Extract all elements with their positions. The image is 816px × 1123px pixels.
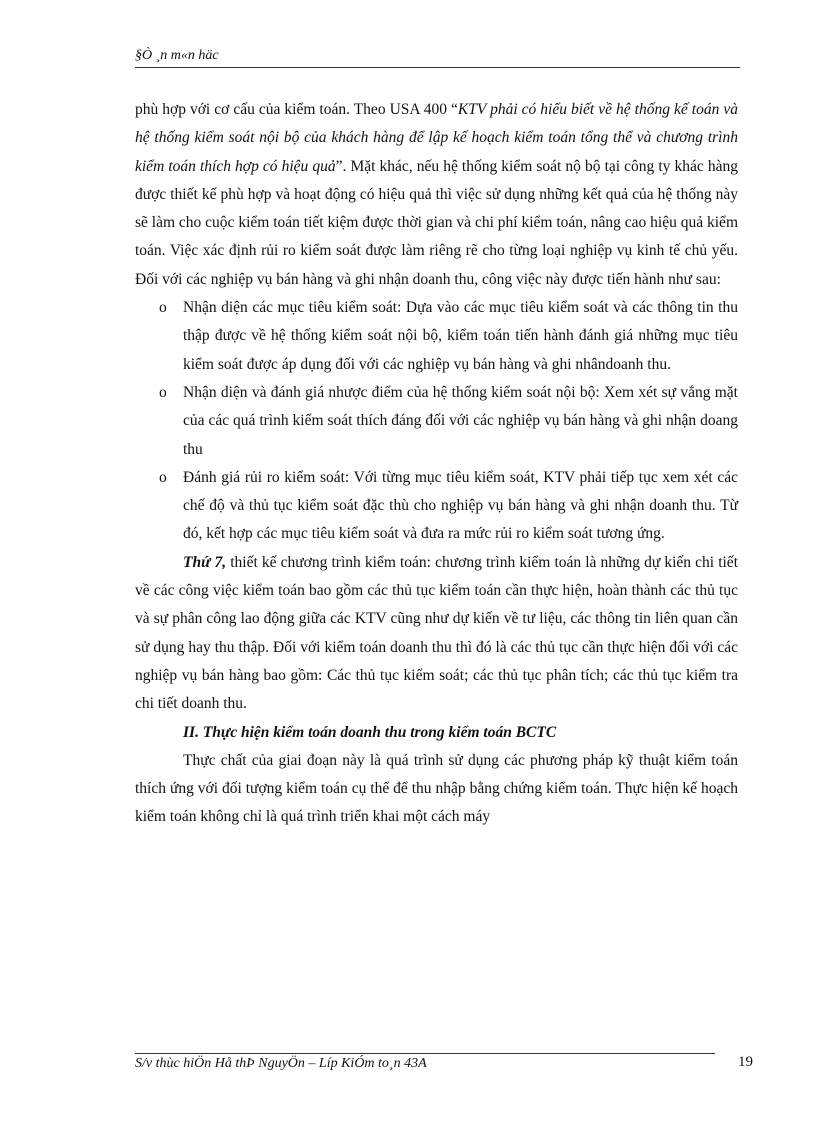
paragraph-section-ii: Thực chất của giai đoạn này là quá trình sử dụng các phương pháp kỹ thuật kiểm toán thích ứng với đối tượng kiểm toán cụ thể để thu nhập bằng chứng kiểm toán. Thực hiện kế hoạch kiểm toán không chỉ là quá trình triển khai một cách máy xyxy=(135,751,738,826)
list-item: o Nhận diện các mục tiêu kiểm soát: Dựa vào các mục tiêu kiểm soát và các thông tin thu thập được về hệ thống kiểm soát nội bộ, kiểm toán tiến hành đánh giá những mục tiêu kiểm soát được áp dụng đối với các nghiệp vụ bán hàng và ghi nhândoanh thu. xyxy=(183,294,738,379)
paragraph-intro xyxy=(135,96,738,294)
paragraph-intro-text-start: phù hợp với cơ cấu của kiểm toán. Theo USA 400 “ xyxy=(135,101,458,118)
document-body xyxy=(135,96,738,832)
paragraph-intro-text-end: ”. Mặt khác, nếu hệ thống kiểm soát nộ bộ tại công ty khác hàng được thiết kế phù hợp và hoạt động có hiệu quả thì việc sử dụng những kết quả của hệ thống này sẽ làm cho cuộc kiểm toán tiết kiệm được thời gian và chi phí kiểm toán, nâng cao hiệu quả kiểm toán. Việc xác định rủi ro kiểm soát được làm riêng rẽ cho từng loại nghiệp vụ kinh tế chủ yếu. Đối với các nghiệp vụ bán hàng và ghi nhận doanh thu, công việc này được tiến hành như sau: xyxy=(135,157,738,288)
page-number: 19 xyxy=(738,1054,753,1070)
paragraph-step-7 xyxy=(135,549,738,719)
list-item: o Đánh giá rủi ro kiểm soát: Với từng mục tiêu kiểm soát, KTV phải tiếp tục xem xét các chế độ và thủ tục kiểm soát đặc thù cho nghiệp vụ bán hàng và ghi nhận doanh thu. Từ đó, kết hợp các mục tiêu kiểm soát và đưa ra mức rủi ro kiểm soát tương ứng. xyxy=(183,464,738,549)
step-7-text: thiết kế chương trình kiểm toán: chương trình kiểm toán là những dự kiến chi tiết về các công việc kiểm toán bao gồm các thủ tục kiểm toán cần thực hiện, hoàn thành các thủ tục và sự phân công lao động giữa các KTV cũng như dự kiến về tư liệu, các thông tin liên quan cần sử dụng hay thu thập. Đối với kiểm toán doanh thu thì đó là các thủ tục cần thực hiện đối với các nghiệp vụ bán hàng bao gồm: Các thủ tục kiểm soát; các thủ tục phân tích; các thủ tục kiểm tra chi tiết doanh thu. xyxy=(135,553,738,713)
step-7-lead: Thứ 7, xyxy=(183,553,227,571)
page-header: §Ò ¸n m«n häc xyxy=(135,48,740,68)
list-item: o Nhận diện và đánh giá nhược điểm của hệ thống kiểm soát nội bộ: Xem xét sự vắng mặt của các quá trình kiểm soát thích đáng đối với các nghiệp vụ bán hàng và ghi nhận doang thu xyxy=(183,379,738,464)
page-footer: S/v thùc hiÖn Hå thÞ NguyÖn – Líp KiÓm to¸n 43A xyxy=(135,1056,427,1071)
section-heading: II. Thực hiện kiểm toán doanh thu trong kiểm toán BCTC xyxy=(183,723,557,741)
usa-400-quote: KTV phải có hiểu biết về hệ thống kế toán và hệ thống kiểm soát nội bộ của khách hàng để lập kế hoạch kiểm toán tổng thể và chương trình kiểm toán thích hợp có hiệu quả xyxy=(135,101,738,175)
control-risk-steps-list xyxy=(135,294,738,549)
footer-divider xyxy=(135,1053,715,1054)
